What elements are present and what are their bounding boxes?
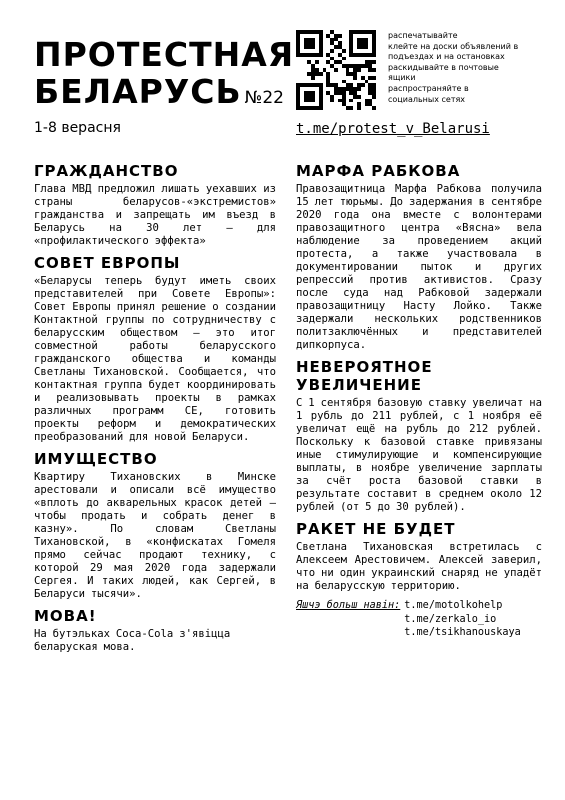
issue-number: №22 [244, 88, 284, 108]
news-section [296, 358, 542, 514]
channel-link[interactable]: t.me/motolkohelp [404, 600, 503, 611]
news-section [34, 162, 276, 248]
title-line-1: ПРОТЕСТНАЯ [34, 35, 295, 74]
section-text: На бутэльках Coca-Cola з'явіцца беларуская мова. [34, 628, 231, 653]
section-heading: ГРАЖДАНСТВО [34, 162, 179, 180]
title-line-2: БЕЛАРУСЬ [34, 72, 242, 111]
instruction-line: подъездах и на остановках [388, 52, 505, 62]
more-news-label: Яшчэ больш навін: [296, 600, 401, 611]
section-heading: РАКЕТ НЕ БУДЕТ [296, 520, 456, 538]
instruction-line: раскидывайте в почтовые [388, 62, 499, 72]
section-heading: СОВЕТ ЕВРОПЫ [34, 254, 181, 272]
news-section [34, 607, 276, 654]
section-heading: НЕВЕРОЯТНОЕ УВЕЛИЧЕНИЕ [296, 358, 433, 394]
channel-link[interactable]: t.me/zerkalo_io [404, 613, 497, 625]
section-text: Квартиру Тихановских в Минске арестовали и описали всё имущество «вплоть до акварельных красок детей – чтобы продать и собрать денег в казну». По словам Светланы Тихановской, в «конфискатах Гомеля прямо сейчас продают технику, с которой 29 мая 2020 года задержали Сергея. И таких людей, как Сергей, в Беларуси тысячи». [34, 471, 276, 600]
link-list [404, 599, 542, 640]
more-news-links [296, 599, 542, 640]
section-heading: МОВА! [34, 607, 97, 625]
newspaper-title [34, 36, 294, 117]
section-heading: ИМУЩЕСТВО [34, 450, 158, 468]
instruction-line: распространяйте в [388, 83, 469, 93]
news-section [34, 450, 276, 601]
qr-code-icon [296, 30, 376, 110]
instruction-line: клейте на доски объявлений в [388, 41, 519, 51]
instruction-line: ящики [388, 73, 416, 83]
section-text: «Беларусы теперь будут иметь своих представителей при Совете Европы»: Совет Европы принял решение о создании Контактной группы по сотрудничеству с беларусским обществом — это итог совместной работы беларусского гражданского общества и команды Светланы Тихановской. Сообщается, что контактная группа будет координировать и реализовывать проекты в рамках различных программ СЕ, готовить проекты реформ и демократических преобразований для новой Беларуси. [34, 275, 276, 443]
news-section [34, 254, 276, 444]
telegram-channel-link[interactable]: t.me/protest_v_Belarusi [296, 121, 490, 137]
right-column [296, 162, 542, 640]
left-column [34, 162, 276, 660]
issue-date: 1-8 верасня [34, 120, 121, 136]
section-text: Правозащитница Марфа Рабкова получила 15 лет тюрьмы. До задержания в сентябре 2020 года она вместе с волонтерами правозащитного центра «Вясна» вела наблюдение за проведением акций протеста, а также участвовала в документировании пыток и других репрессий против активистов. Сразу после суда над Рабковой задержали правозащитницу Насту Лойко. Также задержали нескольких родственников политзаключённых и представителей дипкорпуса. [296, 183, 542, 351]
channel-link[interactable]: t.me/tsikhanouskaya [404, 627, 521, 638]
news-section [296, 162, 542, 352]
section-text: С 1 сентября базовую ставку увеличат на 1 рубль до 211 рублей, с 1 ноября её увеличат ещё на рубль до 212 рублей. Поскольку к базовой ставке привязаны иные стимулирующие и компенсирующие выплаты, в ноябре увеличение зарплаты за счёт роста базовой ставки в результате составит в среднем около 12 рублей (от 5 до 30 рублей). [296, 397, 542, 513]
instruction-line: социальных сетях [388, 94, 466, 104]
instruction-line: распечатывайте [388, 31, 458, 40]
news-section [296, 520, 542, 593]
section-text: Светлана Тихановская встретилась с Алексеем Арестовичем. Алексей заверил, что ни один украинский снаряд не упадёт на беларусскую территорию. [296, 541, 542, 592]
section-heading: МАРФА РАБКОВА [296, 162, 461, 180]
section-text: Глава МВД предложил лишать уехавших из страны беларусов-«экстремистов» гражданства и запрещать им въезд в Беларусь на 30 лет — для «профилактического эффекта» [34, 183, 276, 247]
distribution-instructions [388, 31, 553, 105]
